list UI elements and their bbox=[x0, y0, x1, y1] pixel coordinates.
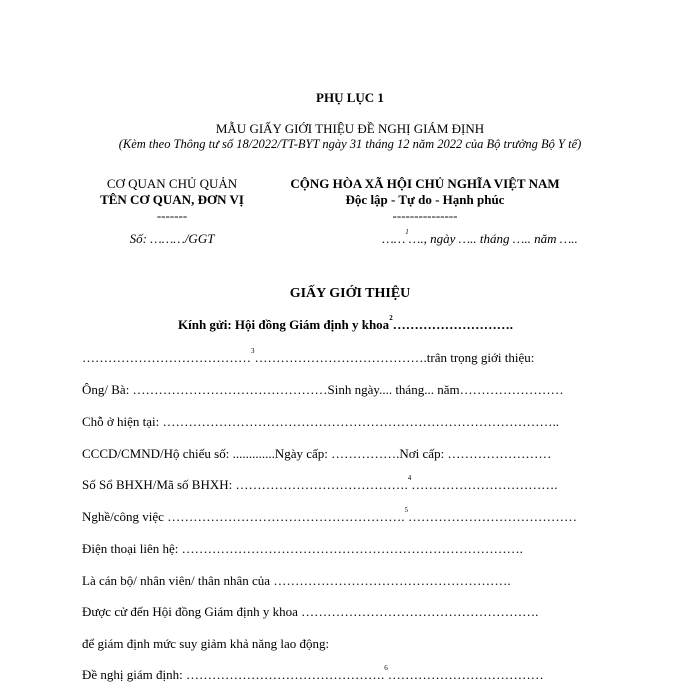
nation-block bbox=[270, 176, 580, 224]
intro-dots: ………………………………… bbox=[82, 350, 251, 365]
recipient-line bbox=[178, 314, 513, 333]
insurance-line bbox=[82, 474, 558, 493]
name-line: Ông/ Bà: ………………………………………Sinh ngày.... tháng... năm…………………… bbox=[82, 382, 564, 397]
nation-divider: --------------- bbox=[392, 208, 458, 223]
insurance-text: Số Sổ BHXH/Mã số BHXH: …………………………………. bbox=[82, 477, 408, 492]
recipient-dots: ………………………. bbox=[392, 317, 513, 332]
agency-block bbox=[82, 176, 262, 224]
occupation-dots: ………………………………… bbox=[407, 509, 577, 524]
address-line: Chỗ ở hiện tại: ……………………………………………………………………………….. bbox=[82, 414, 560, 429]
intro-line bbox=[82, 347, 535, 366]
nation-name: CỘNG HÒA XÃ HỘI CHỦ NGHĨA VIỆT NAM bbox=[290, 176, 560, 191]
nation-motto: Độc lập - Tự do - Hạnh phúc bbox=[345, 192, 505, 207]
request-dots: ……………………………… bbox=[387, 667, 544, 682]
form-subtitle: (Kèm theo Thông tư số 18/2022/TT-BYT ngày 31 tháng 12 năm 2022 của Bộ trưởng Bộ Y tế) bbox=[118, 137, 582, 151]
relation-line: Là cán bộ/ nhân viên/ thân nhân của ………………………………………………. bbox=[82, 573, 511, 588]
recipient-text: Kính gửi: Hội đồng Giám định y khoa bbox=[178, 317, 390, 332]
request-text: Đề nghị giám định: ………………………………………. bbox=[82, 667, 385, 682]
appendix-title: PHỤ LỤC 1 bbox=[316, 90, 384, 105]
form-title: MẪU GIẤY GIỚI THIỆU ĐỀ NGHỊ GIÁM ĐỊNH bbox=[215, 121, 485, 136]
document-number: Số: ………/GGT bbox=[129, 231, 215, 246]
footnote-4: 4 bbox=[407, 474, 412, 482]
id-card-line: CCCD/CMND/Hộ chiếu số: .............Ngày cấp: …………….Nơi cấp: …………………… bbox=[82, 446, 552, 461]
footnote-6: 6 bbox=[384, 664, 388, 672]
phone-line: Điện thoại liên hệ: ……………………………………………………………………. bbox=[82, 541, 523, 556]
agency-divider: ------- bbox=[156, 208, 188, 223]
footnote-2: 2 bbox=[389, 314, 393, 322]
date-prefix: …… bbox=[382, 231, 406, 246]
date-suffix: …., ngày ….. tháng ….. năm ….. bbox=[408, 231, 578, 246]
occupation-text: Nghề/công việc ………………………………………………. bbox=[82, 509, 405, 524]
request-line bbox=[82, 664, 544, 683]
agency-name: TÊN CƠ QUAN, ĐƠN VỊ bbox=[100, 192, 244, 207]
document-date bbox=[360, 228, 600, 247]
footnote-3: 3 bbox=[251, 347, 255, 355]
sent-to-line: Được cử đến Hội đồng Giám định y khoa ………………………………………………. bbox=[82, 604, 539, 619]
intro-text: ………………………………….trân trọng giới thiệu: bbox=[254, 350, 535, 365]
footnote-1: 1 bbox=[405, 228, 409, 236]
purpose-line: để giám định mức suy giảm khả năng lao động: bbox=[82, 636, 330, 651]
agency-parent: CƠ QUAN CHỦ QUẢN bbox=[106, 176, 238, 191]
footnote-5: 5 bbox=[404, 506, 408, 514]
document-title: GIẤY GIỚI THIỆU bbox=[289, 286, 411, 301]
insurance-dots: ……………………………. bbox=[411, 477, 558, 492]
occupation-line bbox=[82, 506, 577, 525]
